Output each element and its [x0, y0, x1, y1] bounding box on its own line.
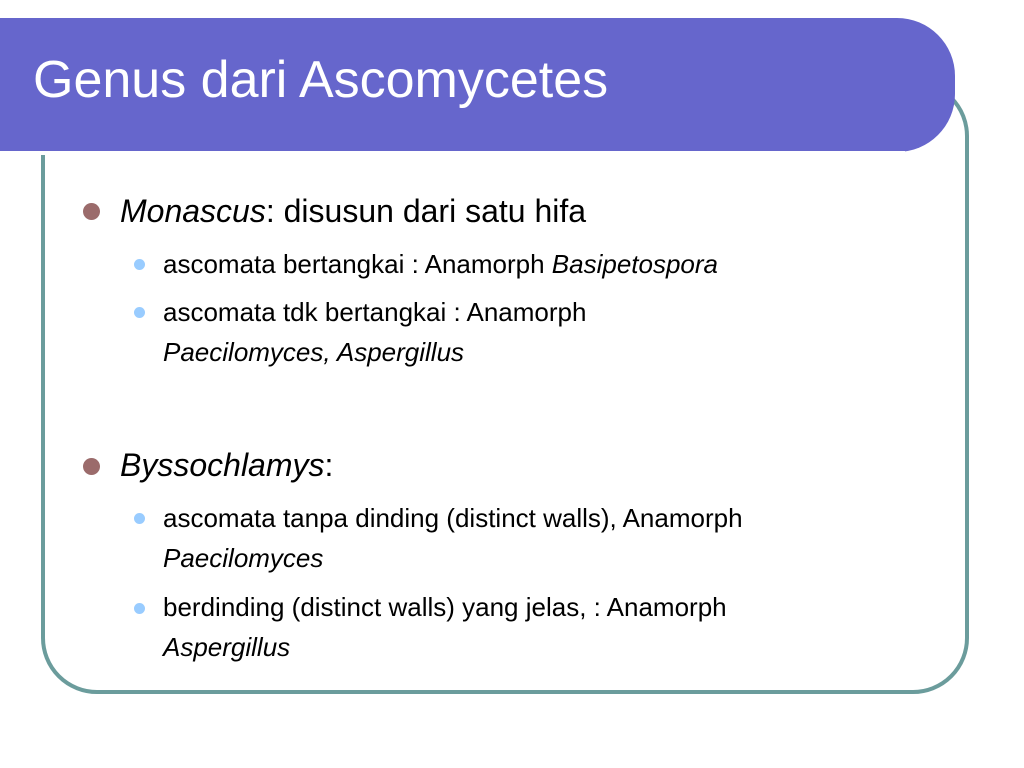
sub-bullet-dot-icon [134, 603, 145, 614]
list-item-byssochlamys [120, 446, 333, 484]
sub-bullet-dot-icon [134, 513, 145, 524]
slide-title: Genus dari Ascomycetes [33, 51, 609, 109]
genus-description: : disusun dari satu hifa [265, 193, 587, 229]
list-item-monascus [120, 192, 586, 230]
sub-item-text: ascomata tdk bertangkai : Anamorph [163, 297, 587, 327]
sub-bullet-dot-icon [134, 307, 145, 318]
sub-item-aspergillus [163, 587, 727, 667]
genus-name: Monascus [120, 193, 266, 229]
anamorph-name: Aspergillus [163, 632, 291, 662]
anamorph-name: Basipetospora [551, 249, 719, 279]
genus-name: Byssochlamys [120, 447, 325, 483]
sub-bullet-dot-icon [134, 259, 145, 270]
bullet-dot-icon [83, 203, 100, 220]
sub-item-text: ascomata tanpa dinding (distinct walls), Anamorph [163, 503, 743, 533]
genus-description: : [324, 447, 334, 483]
sub-item-text: ascomata bertangkai : Anamorph [163, 249, 552, 279]
sub-item-paecilomyces-aspergillus [163, 292, 586, 372]
sub-item-paecilomyces [163, 498, 743, 578]
sub-item-text: berdinding (distinct walls) yang jelas, : Anamorph [163, 592, 727, 622]
sub-item-basipetospora [163, 244, 718, 284]
bullet-dot-icon [83, 458, 100, 475]
anamorph-name: Paecilomyces [163, 543, 324, 573]
anamorph-name: Paecilomyces, Aspergillus [163, 337, 465, 367]
